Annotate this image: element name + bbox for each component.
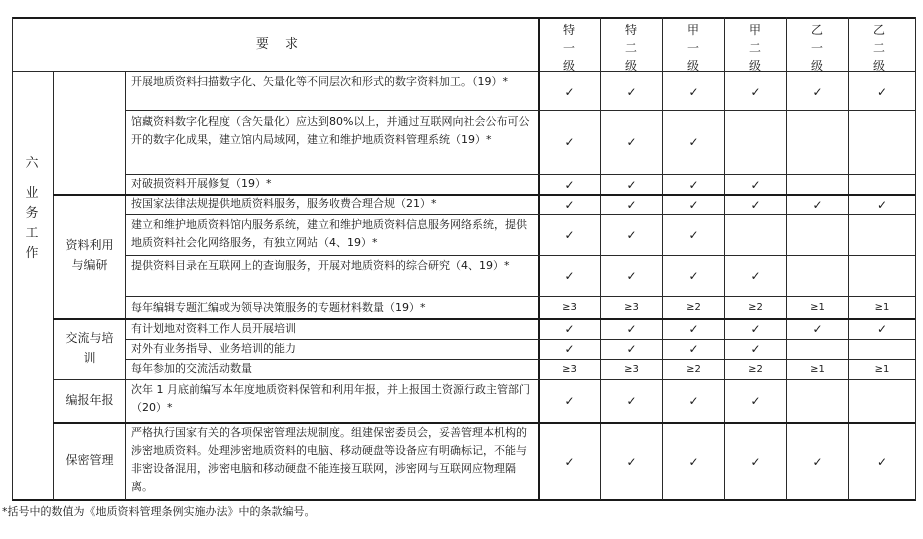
grade-value: ≥1 [874,364,890,375]
column-line [53,71,54,500]
grade-char: 级 [872,59,885,71]
category-utilization [54,235,125,277]
grade-value: ≥3 [562,302,577,313]
grade-mark: ✓ [876,455,888,469]
grade-char: 一 [810,41,823,55]
grade-mark: ✓ [750,394,761,408]
grade-char: 级 [748,59,761,71]
grade-header-jia1 [685,21,701,71]
grade-mark: ✓ [626,85,637,99]
requirement-header: 要 求 [255,37,305,52]
grade-mark: ✓ [626,269,637,283]
grade-value: ≥1 [810,364,825,375]
section-name [22,184,42,268]
grade-mark: ✓ [626,198,637,212]
grade-mark: ✓ [876,322,888,336]
section-char: 工 [25,226,39,241]
grade-mark: ✓ [876,85,888,99]
section-char: 务 [25,206,39,221]
grade-mark: ✓ [564,228,575,242]
grade-mark: ✓ [564,455,575,469]
requirement-text: 对外有业务指导、业务培训的能力 [131,342,296,355]
grade-char: 级 [624,59,637,71]
grade-mark: ✓ [688,455,699,469]
requirement-text: 每年参加的交流活动数量 [131,362,252,375]
requirement-text: 开展地质资料扫描数字化、矢量化等不同层次和形式的数字资料加工。（19）* [131,75,508,88]
row-line [125,296,915,297]
grade-mark: ✓ [688,342,699,356]
grade-mark: ✓ [750,269,761,283]
requirement-text: 按国家法律法规提供地质资料服务，服务收费合理合规（21）* [131,197,437,210]
table-bottom-border [12,499,916,501]
requirement-text: 有计划地对资料工作人员开展培训 [131,322,296,335]
grade-mark: ✓ [688,85,699,99]
grade-mark: ✓ [688,135,699,149]
grade-mark: ✓ [750,455,761,469]
section-char: 业 [25,186,39,201]
grade-value: ≥1 [810,302,825,313]
grade-char: 级 [810,59,823,71]
grade-char: 一 [686,41,699,55]
grade-char: 二 [748,41,761,55]
grade-value: ≥1 [874,302,890,313]
grade-mark: ✓ [626,322,637,336]
grade-mark: ✓ [626,178,637,192]
grade-value: ≥2 [748,364,763,375]
grade-char: 乙 [872,23,885,37]
grade-mark: ✓ [688,322,699,336]
category-line: 资料利用 [65,238,114,252]
grade-mark: ✓ [564,85,575,99]
grade-mark: ✓ [812,85,823,99]
grade-mark: ✓ [626,342,637,356]
category-confidentiality: 保密管理 [65,453,114,467]
grade-char: 二 [872,41,885,55]
grade-value: ≥2 [748,302,763,313]
grade-header-yi1 [809,21,825,71]
grade-value: ≥3 [562,364,577,375]
grade-mark: ✓ [688,178,699,192]
grade-value: ≥3 [624,302,639,313]
requirement-text: 严格执行国家有关的各项保密管理法规制度。组建保密委员会，妥善管理本机构的涉密地质资料。处理涉密地质资料的电脑、移动硬盘等设备应有明确标记，不能与非密设备混用，涉密电脑和移动硬盘不能连接互联网，涉密网与互联网应物理隔离。 [131,426,527,493]
footnote: *括号中的数值为《地质资料管理条例实施办法》中的条款编号。 [2,505,316,518]
requirement-text: 对破损资料开展修复（19）* [131,177,272,190]
grade-mark: ✓ [626,394,637,408]
grade-mark: ✓ [688,269,699,283]
grade-mark: ✓ [564,198,575,212]
grade-char: 二 [624,41,637,55]
grade-mark: ✓ [626,135,637,149]
grade-mark: ✓ [750,198,761,212]
grade-char: 甲 [748,23,761,37]
grade-char: 乙 [810,23,823,37]
grade-mark: ✓ [564,342,575,356]
row-line [125,255,915,256]
grade-mark: ✓ [750,322,761,336]
grade-value: ≥3 [624,364,639,375]
grade-char: 一 [562,41,575,55]
grade-mark: ✓ [564,135,575,149]
column-line [125,71,126,500]
grade-mark: ✓ [750,342,761,356]
grade-mark: ✓ [564,178,575,192]
table-left-border [12,17,13,500]
grade-value: ≥2 [686,302,701,313]
category-training [54,328,125,370]
grade-mark: ✓ [564,322,575,336]
grade-mark: ✓ [688,394,699,408]
category-line: 交流与培 [65,331,114,345]
table-right-border [915,17,916,500]
grade-mark: ✓ [876,198,888,212]
grade-mark: ✓ [750,178,761,192]
requirement-text: 次年 1 月底前编写本年度地质资料保管和利用年报，并上报国土资源行政主管部门（20）* [131,383,530,414]
header-bottom-line [12,71,916,72]
grade-header-jia2 [747,21,763,71]
grade-char: 特 [624,23,637,37]
grade-mark: ✓ [812,322,823,336]
requirement-text: 建立和维护地质资料馆内服务系统，建立和维护地质资料信息服务网络系统，提供地质资料社会化网络服务，有独立网站（4、19）* [131,218,527,249]
grade-char: 级 [686,59,699,71]
grade-header-tejia2 [623,21,639,71]
grade-mark: ✓ [688,228,699,242]
row-line [125,110,915,111]
grade-mark: ✓ [626,455,637,469]
requirement-text: 馆藏资料数字化程度（含矢量化）应达到80%以上，并通过互联网向社会公布可公开的数字化成果，建立馆内局域网，建立和维护地质资料管理系统（19）* [131,115,530,146]
grade-mark: ✓ [564,269,575,283]
grade-char: 特 [562,23,575,37]
section-number: 六 [25,156,39,171]
grade-char: 级 [562,59,575,71]
grade-char: 甲 [686,23,699,37]
section-char: 作 [25,246,39,261]
grade-value: ≥2 [686,364,701,375]
grade-mark: ✓ [750,85,761,99]
grade-header-tejia1 [561,21,577,71]
grade-mark: ✓ [812,198,823,212]
grade-header-yi2 [871,21,887,71]
row-line [125,214,915,215]
grade-mark: ✓ [812,455,823,469]
requirement-text: 每年编辑专题汇编或为领导决策服务的专题材料数量（19）* [131,301,426,314]
requirement-text: 提供资料目录在互联网上的查询服务，开展对地质资料的综合研究（4、19）* [131,259,510,272]
row-line [53,379,915,380]
grade-mark: ✓ [564,394,575,408]
grade-mark: ✓ [626,228,637,242]
category-line: 训 [83,351,96,365]
grade-mark: ✓ [688,198,699,212]
category-line: 与编研 [71,258,108,272]
category-annual-report: 编报年报 [65,393,114,407]
table-top-border [12,17,916,19]
